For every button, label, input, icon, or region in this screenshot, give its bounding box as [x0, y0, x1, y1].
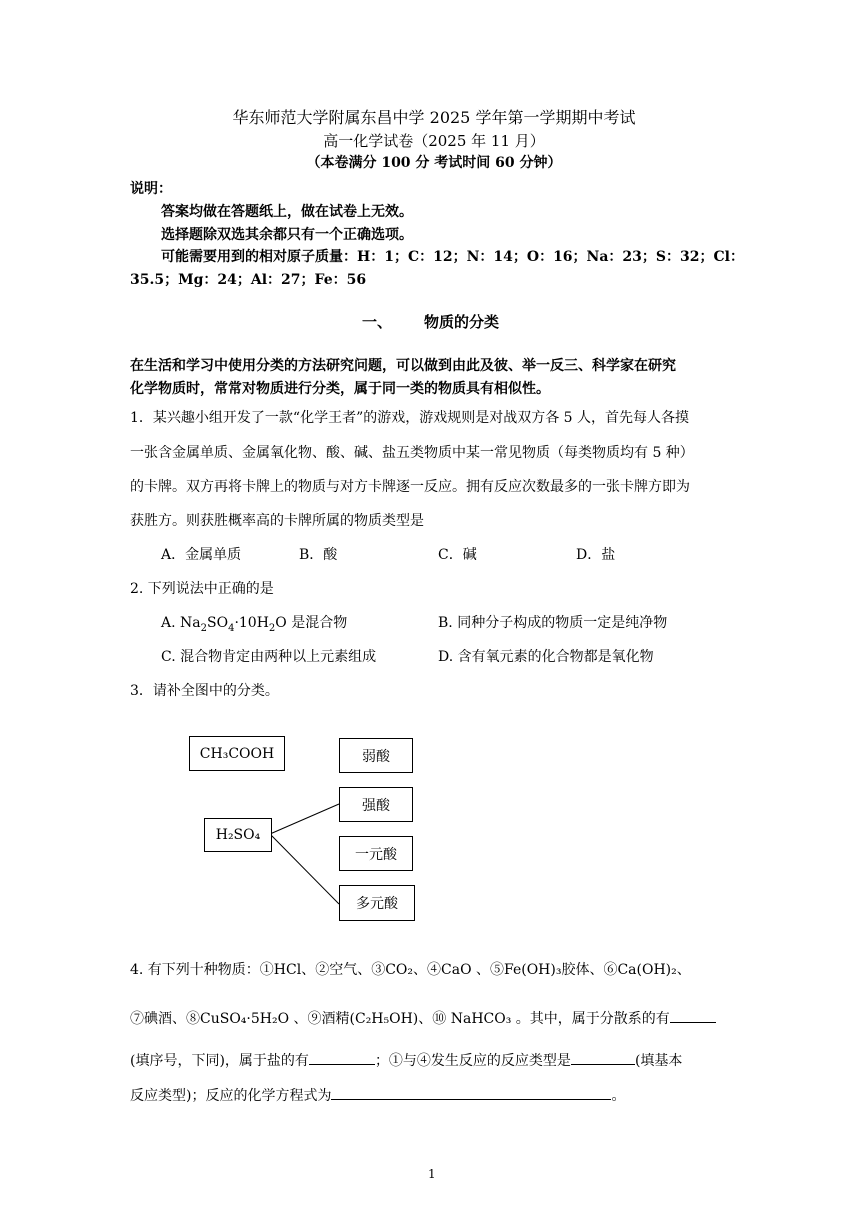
q4-line3: (填序号，下同)，属于盐的有 ；①与④发生反应的反应类型是 (填基本	[130, 1050, 682, 1068]
instruction-item: 可能需要用到的相对原子质量：H：1；C：12；N：14；O：16；Na：23；S：32；Cl：	[161, 249, 744, 265]
box-acetic-acid: CH₃COOH	[189, 736, 285, 771]
blank-reaction-type[interactable]	[571, 1050, 635, 1065]
box-weak-acid: 弱酸	[339, 738, 413, 773]
blank-salt[interactable]	[309, 1050, 375, 1065]
box-strong-acid: 强酸	[339, 787, 413, 822]
q2-stem: 2. 下列说法中正确的是	[130, 581, 274, 597]
q1-option-a: A．金属单质	[161, 547, 242, 563]
box-polyprotic-acid: 多元酸	[339, 885, 415, 921]
q3-stem: 3．请补全图中的分类。	[130, 683, 279, 699]
exam-title: 华东师范大学附属东昌中学 2025 学年第一学期期中考试	[232, 108, 636, 127]
box-sulfuric-acid: H₂SO₄	[204, 818, 272, 852]
section-number: 一、	[362, 313, 393, 331]
q1-option-b: B．酸	[299, 547, 338, 563]
q2-option-a: A. $Na_2SO_4\cdot 10H_2O$ 是混合物	[161, 615, 348, 634]
q4-line4: 反应类型)；反应的化学方程式为 。	[130, 1085, 625, 1103]
instructions-label: 说明：	[130, 181, 172, 197]
blank-equation[interactable]	[331, 1085, 611, 1100]
q1-line: 1．某兴趣小组开发了一款“化学王者”的游戏，游戏规则是对战双方各 5 人，首先每人各摸	[130, 410, 690, 426]
section-title: 物质的分类	[424, 313, 500, 331]
blank-dispersion[interactable]	[670, 1008, 716, 1023]
q2-option-b: B. 同种分子构成的物质一定是纯净物	[438, 615, 668, 631]
page-number: 1	[428, 1167, 436, 1181]
instruction-item: 答案均做在答题纸上，做在试卷上无效。	[161, 204, 413, 220]
intro-line: 在生活和学习中使用分类的方法研究问题，可以做到由此及彼、举一反三、科学家在研究	[130, 358, 676, 374]
q1-line: 的卡牌。双方再将卡牌上的物质与对方卡牌逐一反应。拥有反应次数最多的一张卡牌方即为	[130, 479, 690, 495]
q1-line: 一张含金属单质、金属氧化物、酸、碱、盐五类物质中某一常见物质（每类物质均有 5 种）	[130, 445, 694, 461]
q1-option-d: D．盐	[576, 547, 616, 563]
intro-line: 化学物质时，常常对物质进行分类，属于同一类的物质具有相似性。	[130, 381, 550, 397]
box-monoprotic-acid: 一元酸	[339, 836, 413, 871]
q1-option-c: C．碱	[438, 547, 477, 563]
q4-line1: 4. 有下列十种物质：①HCl、②空气、③CO₂、④CaO 、⑤Fe(OH)₃胶体、⑥Ca(OH)₂、	[130, 962, 691, 978]
instruction-item: 选择题除双选其余都只有一个正确选项。	[161, 227, 413, 243]
q1-line: 获胜方。则获胜概率高的卡牌所属的物质类型是	[130, 513, 424, 529]
q4-line2: ⑦碘酒、⑧CuSO₄·5H₂O 、⑨酒精(C₂H₅OH)、⑩ NaHCO₃ 。其中，属于分散系的有	[130, 1008, 716, 1026]
exam-score-time: （本卷满分 100 分 考试时间 60 分钟）	[306, 155, 562, 171]
instruction-continuation: 35.5；Mg：24；Al：27；Fe：56	[130, 272, 367, 288]
q2-option-c: C. 混合物肯定由两种以上元素组成	[161, 649, 377, 665]
q2-option-d: D. 含有氧元素的化合物都是氧化物	[438, 649, 654, 665]
exam-subtitle: 高一化学试卷（2025 年 11 月）	[323, 132, 545, 150]
